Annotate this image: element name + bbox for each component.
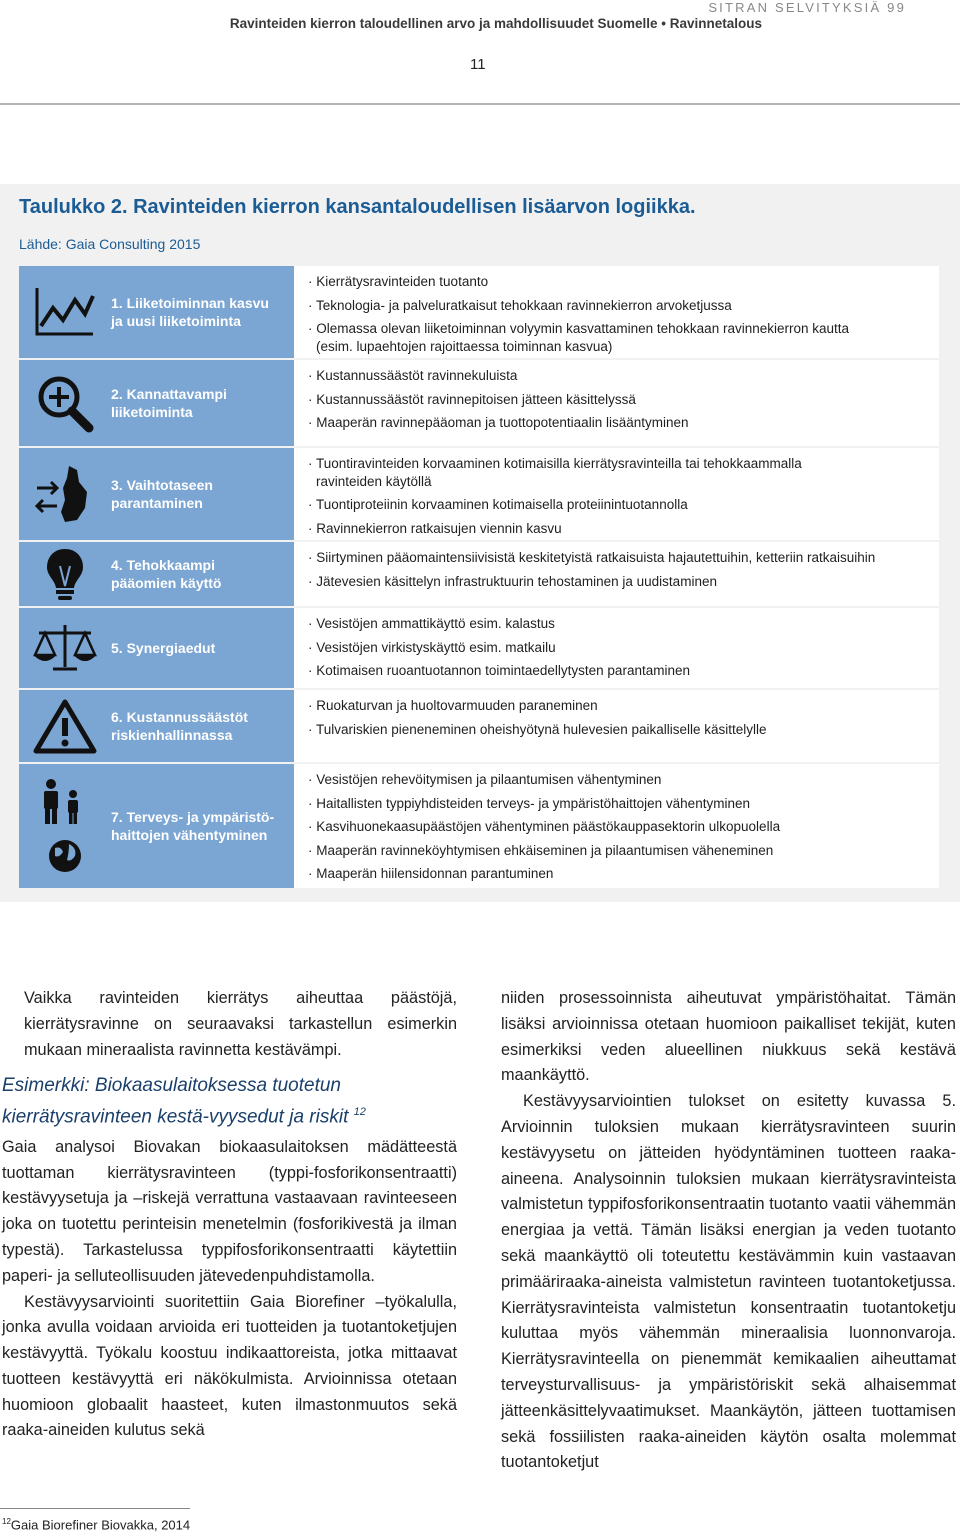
list-item: · Teknologia- ja palveluratkaisut tehokkaan ravinnekierron arvoketjussa bbox=[308, 297, 732, 313]
category-cell bbox=[19, 764, 294, 888]
people-globe-icon bbox=[19, 764, 111, 888]
trend-chart-icon bbox=[19, 266, 111, 358]
page-number: 11 bbox=[470, 56, 486, 73]
list-item: · Olemassa olevan liiketoiminnan volyymin kasvattaminen tehokkaan ravinnekierron kautta (esim. lupaehtojen rajoittaessa toiminnan kasvua) bbox=[308, 321, 850, 354]
example-heading: Esimerkki: Biokaasulaitoksessa tuotetun kierrätysravinteen kestä-vyysedut ja riskit $^{12}$ bbox=[2, 1075, 366, 1128]
list-item: · Kotimaisen ruoantuotannon toimintaedellytysten parantaminen bbox=[308, 663, 690, 678]
running-header: Ravinteiden kierron taloudellinen arvo ja mahdollisuudet Suomelle • Ravinnetalous bbox=[229, 16, 762, 31]
list-item: · Tulvariskien pieneneminen oheishyötynä hulevesien paikalliselle käsittelylle bbox=[308, 721, 767, 737]
list-item: · Ruokaturvan ja huoltovarmuuden paraneminen bbox=[308, 698, 598, 713]
body-paragraph: Kestävyysarviointi suoritettiin Gaia Biorefiner –työkalulla, jonka avulla voidaan arvioida eri tuotteiden ja tuotantoketjujen kestävyyttä. Työkalu koostuu indikaattoreista, jotka mittaavat tuotteen kestävyyttä eri näkökulmista. Arvioinnissa otetaan huomioon globaalit haasteet, kuten ilmastonmuutos sekä raaka-aineiden kulutus sekä bbox=[2, 1292, 457, 1440]
category-cell bbox=[19, 266, 294, 358]
table-row bbox=[19, 542, 939, 606]
list-item: · Maaperän hiilensidonnan parantuminen bbox=[308, 866, 554, 881]
category-cell bbox=[19, 360, 294, 446]
category-label: 2. Kannattavampi liiketoiminta bbox=[111, 386, 227, 420]
item-list bbox=[298, 448, 939, 540]
table-source: Lähde: Gaia Consulting 2015 bbox=[19, 236, 201, 252]
category-cell bbox=[19, 608, 294, 688]
category-cell bbox=[19, 448, 294, 540]
table-row bbox=[19, 448, 939, 540]
body-paragraph: niiden prosessoinnista aiheutuvat ympäristöhaitat. Tämän lisäksi arvioinnissa otetaan huomioon paikalliset tekijät, kuten esimerkiksi veden alueellinen niukkuus sekä kestävä maankäyttö. bbox=[501, 989, 956, 1085]
finland-arrows-icon bbox=[19, 448, 111, 540]
footnote-rule bbox=[0, 1508, 190, 1509]
table-row bbox=[19, 266, 939, 358]
table-row bbox=[19, 690, 939, 762]
lightbulb-icon bbox=[19, 542, 111, 606]
list-item: · Vesistöjen virkistyskäyttö esim. matkailu bbox=[308, 639, 556, 655]
item-list bbox=[298, 360, 939, 446]
list-item: · Maaperän ravinnepääoman ja tuottopotentiaalin lisääntyminen bbox=[308, 415, 689, 430]
list-item: · Haitallisten typpiyhdisteiden terveys- ja ympäristöhaittojen vähentyminen bbox=[308, 795, 750, 811]
table-row bbox=[19, 360, 939, 446]
category-label: 3. Vaihtotaseen parantaminen bbox=[111, 477, 213, 511]
list-item: · Maaperän ravinneköyhtymisen ehkäiseminen ja pilaantumisen väheneminen bbox=[308, 842, 774, 858]
list-item: · Jätevesien käsittelyn infrastruktuurin tehostaminen ja uudistaminen bbox=[308, 573, 717, 589]
footnote: $^{12}$Gaia Biorefiner Biovakka, 2014 bbox=[2, 1517, 191, 1533]
category-label: 5. Synergiaedut bbox=[111, 640, 216, 656]
table-title: Taulukko 2. Ravinteiden kierron kansantaloudellisen lisäarvon logiikka. bbox=[19, 196, 696, 218]
list-item: · Siirtyminen pääomaintensiivisistä keskitetyistä ratkaisuista hajautettuihin, ketteriin ratkaisuihin bbox=[308, 550, 876, 565]
list-item: · Kustannussäästöt ravinnekuluista bbox=[308, 368, 518, 383]
item-list bbox=[298, 266, 939, 358]
list-item: · Vesistöjen rehevöitymisen ja pilaantumisen vähentyminen bbox=[308, 772, 662, 787]
category-label: 6. Kustannussäästöt riskienhallinnassa bbox=[111, 709, 248, 743]
list-item: · Kierrätysravinteiden tuotanto bbox=[308, 274, 489, 289]
body-column-left bbox=[2, 986, 457, 1444]
category-label: 7. Terveys- ja ympäristö- haittojen vähentyminen bbox=[111, 809, 275, 843]
list-item: · Kustannussäästöt ravinnepitoisen jätteen käsittelyssä bbox=[308, 391, 636, 407]
item-list bbox=[298, 690, 939, 762]
list-item: · Ravinnekierron ratkaisujen viennin kasvu bbox=[308, 520, 562, 536]
category-label: 4. Tehokkaampi pääomien käyttö bbox=[111, 557, 222, 591]
header-rule bbox=[0, 103, 960, 105]
list-item: · Vesistöjen ammattikäyttö esim. kalastus bbox=[308, 616, 555, 631]
table-row bbox=[19, 608, 939, 688]
body-paragraph: Gaia analysoi Biovakan biokaasulaitoksen mädätteestä tuottaman kierrätysravinteen (typpi-fosforikonsentraatti) kestävyysetuja ja –riskejä verrattuna vastaavaan ravinteeseen joka on tuotettu perinteisin menetelmin (fosforikivestä ja ilman typestä). Tarkastelussa typpifosforikonsentraatti käytettiin paperi- ja selluteollisuuden jätevedenpuhdistamolla. bbox=[2, 1137, 457, 1285]
footnote-ref: 12 bbox=[353, 1106, 366, 1119]
category-cell bbox=[19, 542, 294, 606]
magnifier-plus-icon bbox=[19, 360, 111, 446]
scales-icon bbox=[19, 608, 111, 688]
body-paragraph: Kestävyysarviointien tulokset on esitetty kuvassa 5. Arvioinnin tuloksien mukaan kierrätysravinteen suurin kestävyysetu on jätteiden hyödyntäminen tuotteen raaka-aineena. Analysoinnin tuloksien mukaan kierrätysravinteista valmistetun typpifosforikonsentraatin tuotanto vaatii vähemmän energiaa ja vettä. Tämän lisäksi energian ja veden tuotanto sekä maankäyttö oli toteutettu kestävämmin kuin vastaavan primääriraaka-aineista valmistetun ravinteen tuotantoketjussa. Kierrätysravinteista valmistetun konsentraatin tuotantoketju kuluttaa myös vähemmän mineraalisia luonnonvaroja. Kierrätysravinteella on pienemmät kemikaalien aiheuttamat terveysturvallisuus- ja ympäristöriskit sekä alhaisemmat jätteenkäsittelyvaatimukset. Maankäytön, jätteen tuottamisen sekä fossiilisten raaka-aineiden käytön osalta molemmat tuotantoketjut bbox=[501, 1092, 956, 1472]
category-label: 1. Liiketoiminnan kasvu ja uusi liiketoiminta bbox=[111, 295, 269, 329]
logic-table bbox=[19, 266, 939, 890]
item-list bbox=[298, 542, 939, 606]
list-item: · Tuontiravinteiden korvaaminen kotimaisilla kierrätysravinteilla tai tehokkaammalla ravinteiden käytöllä bbox=[308, 456, 802, 489]
series-name: SITRAN SELVITYKSIÄ 99 bbox=[708, 0, 906, 15]
list-item: · Tuontiproteiinin korvaaminen kotimaisella proteiinintuotannolla bbox=[308, 497, 688, 512]
item-list bbox=[298, 764, 939, 888]
warning-icon bbox=[19, 690, 111, 762]
category-cell bbox=[19, 690, 294, 762]
table-row bbox=[19, 764, 939, 888]
body-paragraph: Vaikka ravinteiden kierrätys aiheuttaa päästöjä, kierrätysravinne on seuraavaksi tarkastellun esimerkin mukaan mineraalista ravinnetta kestävämpi. bbox=[24, 989, 457, 1059]
list-item: · Kasvihuonekaasupäästöjen vähentyminen päästökauppasektorin ulkopuolella bbox=[308, 819, 781, 834]
item-list bbox=[298, 608, 939, 688]
body-column-right bbox=[501, 986, 956, 1476]
